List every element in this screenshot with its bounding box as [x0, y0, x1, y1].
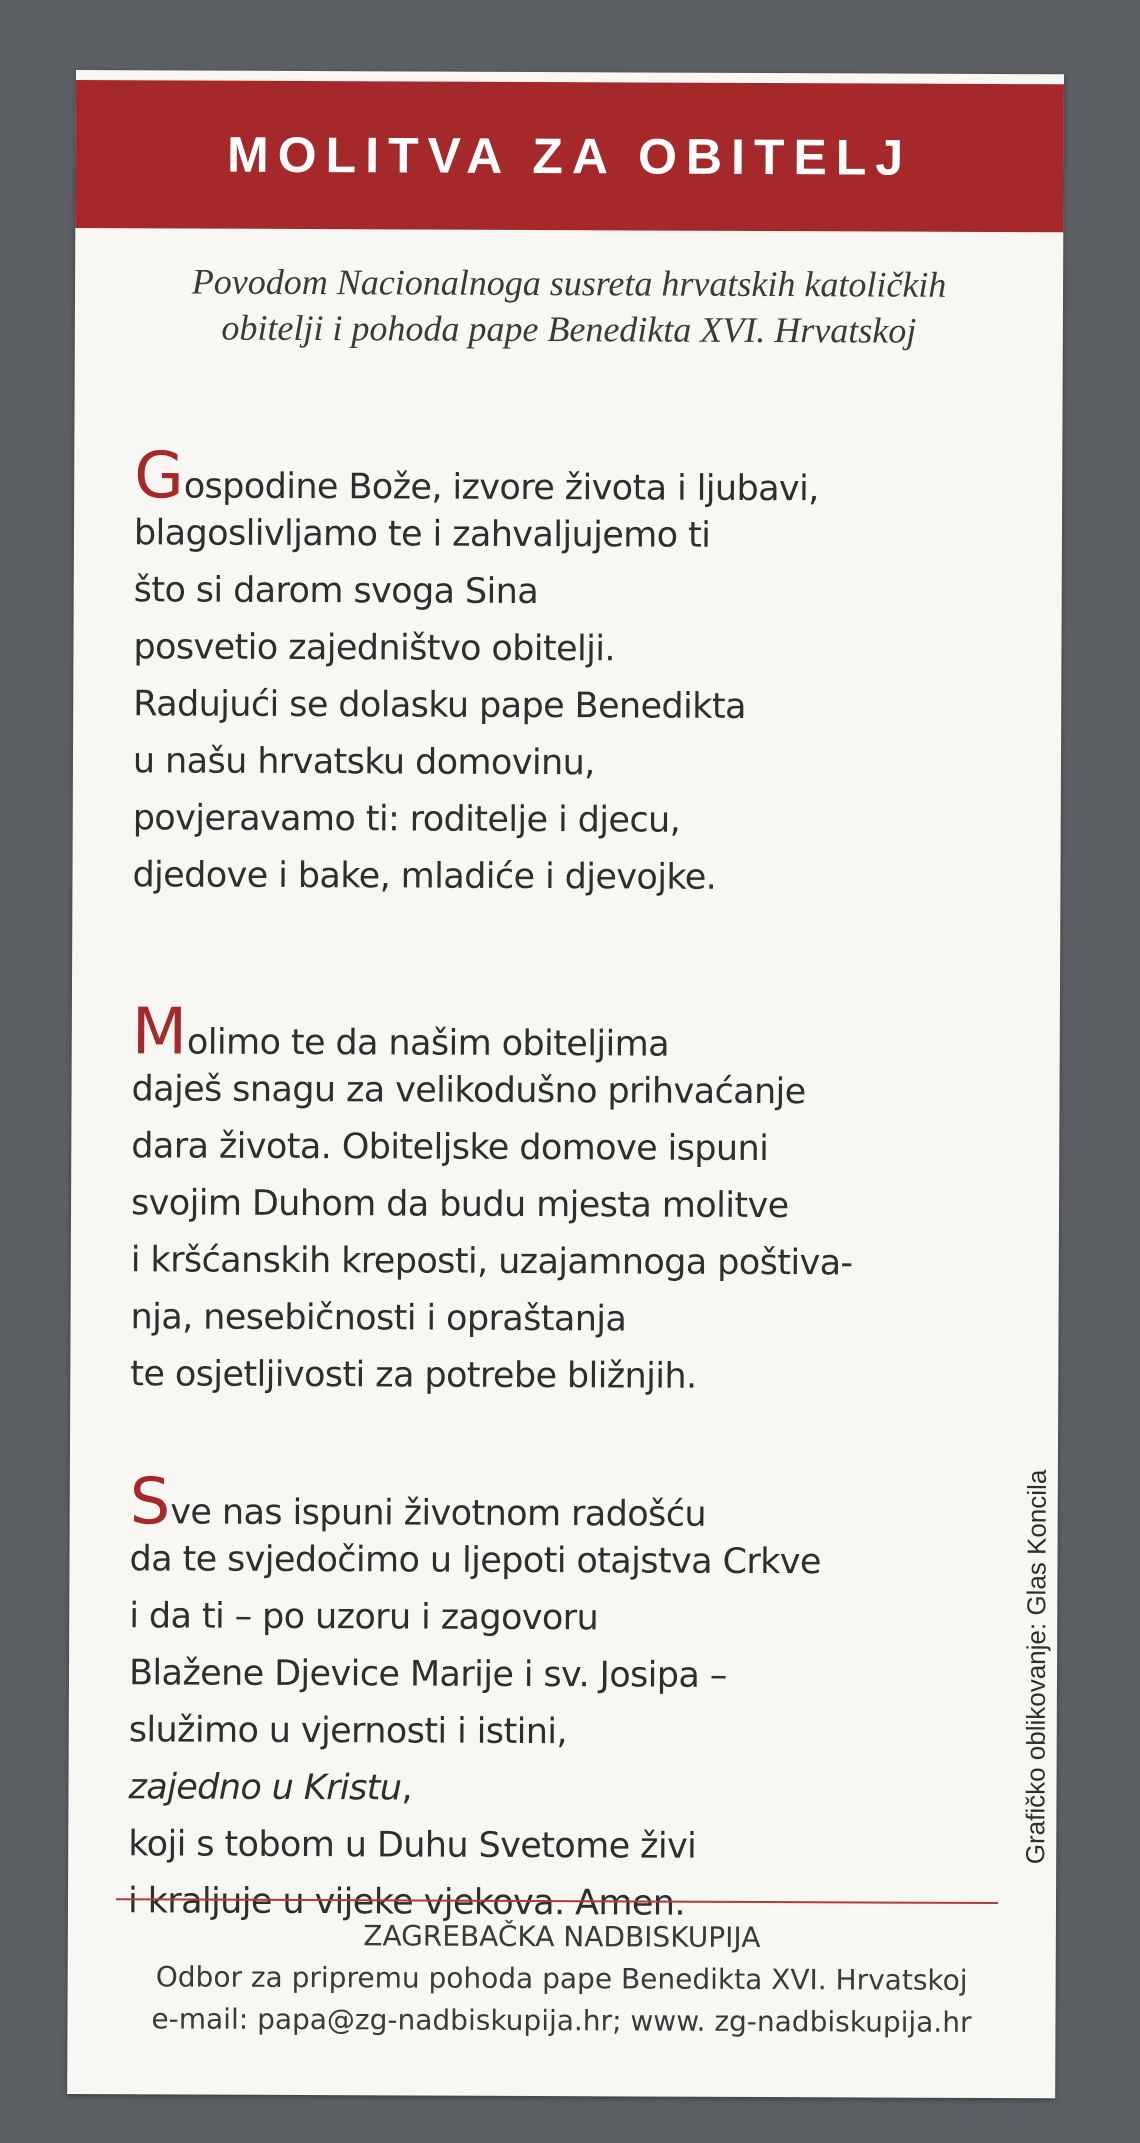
footer-org: ZAGREBAČKA NADBISKUPIJA: [363, 1919, 761, 1955]
prayer-line: što si darom svoga Sina: [133, 570, 539, 613]
prayer-line: blagoslivljamo te i zahvaljujemo ti: [133, 513, 711, 556]
prayer-paragraph-2: [130, 995, 1012, 1407]
design-credit: Grafičko oblikovanje: Glas Koncila: [1020, 1469, 1052, 1865]
prayer-line: djedove i bake, mladiće i djevojke.: [132, 855, 717, 898]
prayer-line: i kraljuje u vijeke vjekova. Amen.: [127, 1881, 686, 1924]
prayer-paragraph-1: [132, 439, 1014, 908]
prayer-line: Radujući se dolasku pape Benedikta: [133, 684, 746, 727]
prayer-line: i da ti – po uzoru i zagovoru: [129, 1596, 599, 1639]
prayer-line-punct: ,: [401, 1768, 413, 1809]
prayer-line: služimo u vjernosti i istini,: [128, 1710, 568, 1753]
prayer-line: koji s tobom u Duhu Svetome živi: [128, 1824, 697, 1867]
prayer-line: svojim Duhom da budu mjesta molitve: [130, 1183, 789, 1227]
prayer-line: ospodine Bože, izvore života i ljubavi,: [183, 466, 819, 510]
prayer-line: da te svjedočimo u ljepoti otajstva Crkve: [129, 1539, 821, 1583]
prayer-line: i kršćanskih kreposti, uzajamnoga poštiva-: [130, 1240, 853, 1284]
footer: [97, 1914, 1026, 2044]
page-title: MOLITVA ZA OBITELJ: [226, 126, 913, 186]
prayer-line: posvetio zajedništvo obitelji.: [133, 627, 615, 670]
prayer-line: ve nas ispuni životnom radošću: [170, 1492, 707, 1535]
footer-committee: Odbor za pripremu pohoda pape Benedikta XVI. Hrvatskoj: [155, 1960, 968, 1997]
prayer-line: povjeravamo ti: roditelje i djecu,: [132, 798, 681, 841]
prayer-line: olimo te da našim obiteljima: [186, 1022, 670, 1065]
prayer-card: [67, 70, 1064, 2098]
prayer-line: nja, nesebičnosti i opraštanja: [130, 1297, 627, 1340]
drop-cap: M: [131, 995, 188, 1070]
prayer-line: u našu hrvatsku domovinu,: [132, 741, 595, 784]
prayer-line: daješ snagu za velikodušno prihvaćanje: [131, 1069, 806, 1113]
title-banner: [75, 80, 1064, 232]
drop-cap: S: [129, 1465, 171, 1540]
subtitle-line: obitelji i pohoda pape Benedikta XVI. Hrvatskoj: [221, 307, 917, 351]
prayer-paragraph-3: [127, 1465, 1010, 1934]
prayer-italic-phrase: zajedno u Kristu: [128, 1767, 402, 1809]
prayer-line: te osjetljivosti za potrebe bližnjih.: [130, 1354, 697, 1397]
prayer-line: dara života. Obiteljske domove ispuni: [131, 1126, 769, 1170]
prayer-line: Blažene Djevice Marije i sv. Josipa –: [128, 1653, 727, 1696]
subtitle: [115, 258, 1023, 354]
subtitle-line: Povodom Nacionalnoga susreta hrvatskih katoličkih: [191, 261, 947, 305]
drop-cap: G: [134, 439, 184, 514]
footer-contact: e-mail: papa@zg-nadbiskupija.hr; www. zg-nadbiskupija.hr: [151, 2002, 972, 2039]
